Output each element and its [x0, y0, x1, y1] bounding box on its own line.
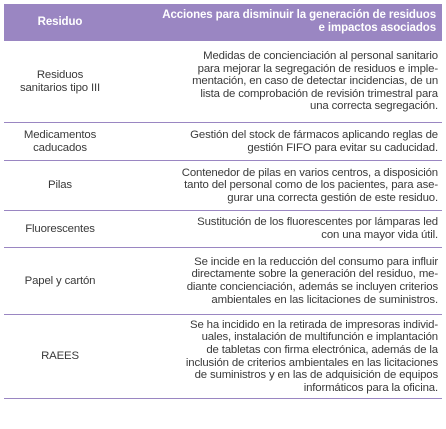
header-acciones — [116, 4, 442, 41]
action-description-line: Medidas de concienciación al personal sanitario — [203, 50, 438, 63]
action-description-line: Contenedor de pilas en varios centros, a disposición — [181, 166, 438, 179]
action-description-line: uales, instalación de multifunción e implantación — [201, 331, 438, 344]
action-description-cell — [116, 315, 442, 399]
action-description-cell — [116, 248, 442, 315]
action-description-line: Se incide en la reducción del consumo para influir — [194, 255, 438, 268]
residue-name-line: sanitarios tipo III — [19, 81, 101, 94]
residue-name-cell — [4, 161, 116, 211]
residue-name-cell — [4, 211, 116, 248]
action-description-cell — [116, 161, 442, 211]
action-description-line: de suministros y en las de adquisición de equipos — [194, 369, 438, 382]
residue-name-line: RAEES — [41, 350, 79, 363]
action-description-line: directamente sobre la generación del residuo, me- — [191, 268, 438, 281]
table-header — [4, 4, 442, 41]
table-row — [4, 161, 442, 211]
action-description-line: una correcta segregación. — [310, 100, 438, 113]
table-body — [4, 41, 442, 399]
action-description-cell — [116, 123, 442, 161]
action-description-line: inclusión de criterios ambientales en las licitaciones — [185, 356, 438, 369]
residue-name-cell — [4, 248, 116, 315]
table-row — [4, 211, 442, 248]
action-description-cell — [116, 211, 442, 248]
action-description-line: gestión FIFO para evitar su caducidad. — [247, 141, 438, 154]
table-row — [4, 41, 442, 123]
action-description-line: de tabletas con firma electrónica, además de la — [206, 343, 438, 356]
residue-name-line: Medicamentos — [23, 128, 97, 141]
action-description-cell — [116, 41, 442, 123]
action-description-line: Sustitución de los fluorescentes por lámparas led — [197, 216, 438, 229]
action-description-line: mentación, en caso de detectar incidencias, de un — [192, 75, 438, 88]
residue-name-cell — [4, 123, 116, 161]
table-row — [4, 248, 442, 315]
action-description-line: tanto del personal como de los pacientes, para ase- — [184, 179, 438, 192]
action-description-line: con una mayor vida útil. — [321, 229, 438, 241]
residue-name-line: Residuos — [36, 68, 84, 81]
action-description-line: diante concienciación, además se incluyen criterios — [186, 281, 438, 293]
residue-name-line: Pilas — [48, 179, 72, 192]
residue-name-line: caducados — [33, 141, 87, 154]
action-description-line: lista de comprobación de revisión trimestral para — [200, 87, 438, 100]
action-description-line: Gestión del stock de fármacos aplicando reglas de — [190, 128, 438, 141]
action-description-line: ambientales en las licitaciones de suministros. — [211, 293, 438, 306]
table-row — [4, 315, 442, 399]
action-description-line: para mejorar la segregación de residuos e imple- — [197, 62, 438, 75]
action-description-line: informáticos para la oficina. — [303, 381, 438, 394]
header-acciones-line: Acciones para disminuir la generación de residuos — [162, 9, 436, 21]
waste-actions-table — [4, 4, 442, 399]
residue-name-cell — [4, 41, 116, 123]
action-description-line: gurar una correcta gestión de este residuo. — [227, 191, 438, 204]
action-description-line: Se ha incidido en la retirada de impresoras individ- — [190, 318, 438, 331]
table-row — [4, 123, 442, 161]
residue-name-line: Fluorescentes — [25, 222, 95, 235]
residue-name-cell — [4, 315, 116, 399]
header-residuo: Residuo — [4, 4, 116, 41]
header-acciones-line: e impactos asociados — [318, 22, 436, 34]
residue-name-line: Papel y cartón — [24, 274, 96, 287]
